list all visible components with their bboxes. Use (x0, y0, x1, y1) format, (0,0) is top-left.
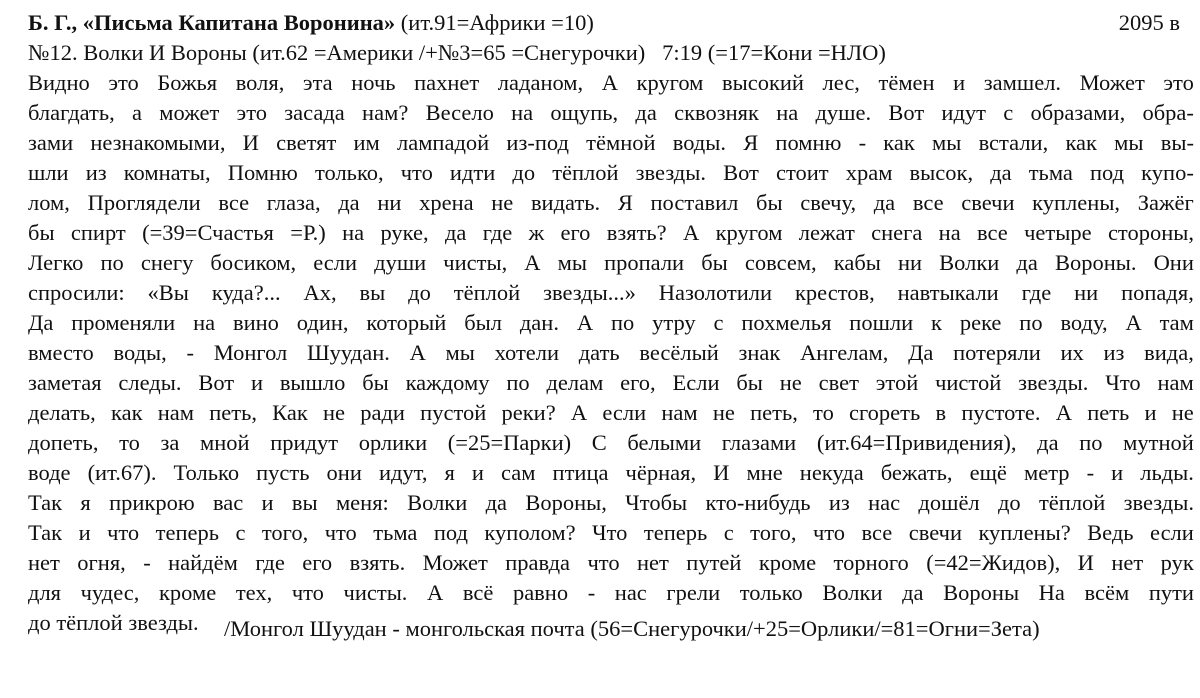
lyrics-line: бы спирт (=39=Счастья =Р.) на руке, да где ж его взять? А кругом лежат снега на все четыре стороны, (28, 220, 1194, 245)
lyrics-line: благдать, а может это засада нам? Весело на ощупь, да сквозняк на душе. Вот идут с образами, обра- (28, 100, 1194, 125)
song-heading: №12. Волки И Вороны (ит.62 =Америки /+№3=65 =Снегурочки) 7:19 (=17=Кони =НЛО) (28, 40, 886, 65)
document-page (28, 8, 1194, 641)
lyrics-line: воде (ит.67). Только пусть они идут, я и сам птица чёрная, И мне некуда бежать, ещё метр - и льды. (28, 460, 1194, 485)
lyrics-line: делать, как нам петь, Как не ради пустой реки? А если нам не петь, то сгореть в пустоте. А петь и не (28, 400, 1194, 425)
lyrics-line: вместо воды, - Монгол Шуудан. А мы хотели дать весёлый знак Ангелам, Да потеряли их из вида, (28, 340, 1194, 365)
lyrics-line: Легко по снегу босиком, если души чисты, А мы пропали бы совсем, кабы ни Волки да Вороны. Они (28, 250, 1194, 275)
lyrics-line: нет огня, - найдём где его взять. Может правда что нет путей кроме торного (=42=Жидов), И нет рук (28, 550, 1194, 575)
song-lyrics (28, 68, 1194, 608)
lyrics-line: спросили: «Вы куда?... Ах, вы до тёплой звезды...» Назолотили крестов, навтыкали где ни попадя, (28, 280, 1194, 305)
author-title: Б. Г., «Письма Капитана Воронина» (28, 10, 396, 35)
lyrics-line: Так я прикрою вас и вы меня: Волки да Вороны, Чтобы кто-нибудь из нас дошёл до тёплой звезды. (28, 490, 1194, 515)
lyrics-line: для чудес, кроме тех, что чисты. А всё равно - нас грели только Волки да Вороны На всём пути (28, 580, 1194, 605)
lyrics-line: заметая следы. Вот и вышло бы каждому по делам его, Если бы не свет этой чистой звезды. Что нам (28, 370, 1194, 395)
page-number: 2095 в (1118, 10, 1180, 35)
lyrics-line: шли из комнаты, Помню только, что идти до тёплой звезды. Вот стоит храм высок, да тьма под купо- (28, 160, 1194, 185)
last-line-row (28, 608, 1194, 641)
document-header (28, 8, 1194, 38)
lyrics-line: Да променяли на вино один, который был дан. А по утру с похмелья пошли к реке по воду, А там (28, 310, 1194, 335)
title-note: (ит.91=Африки =10) (395, 10, 594, 35)
lyrics-line: Так и что теперь с того, что тьма под куполом? Что теперь с того, что все свечи куплены? Ведь если (28, 520, 1194, 545)
lyrics-line: Видно это Божья воля, эта ночь пахнет ладаном, А кругом высокий лес, тёмен и замшел. Может это (28, 70, 1194, 95)
footnote: /Монгол Шуудан - монгольская почта (56=Снегурочки/+25=Орлики/=81=Огни=Зета) (224, 616, 1040, 641)
lyrics-line: зами незнакомыми, И светят им лампадой из-под тёмной воды. Я помню - как мы встали, как мы вы- (28, 130, 1194, 155)
last-line: до тёплой звезды. (28, 610, 199, 635)
lyrics-line: лом, Проглядели все глаза, да ни хрена не видать. Я поставил бы свечу, да все свечи куплены, Зажёг (28, 190, 1194, 215)
lyrics-line: допеть, то за мной придут орлики (=25=Парки) С белыми глазами (ит.64=Привидения), да по мутной (28, 430, 1194, 455)
